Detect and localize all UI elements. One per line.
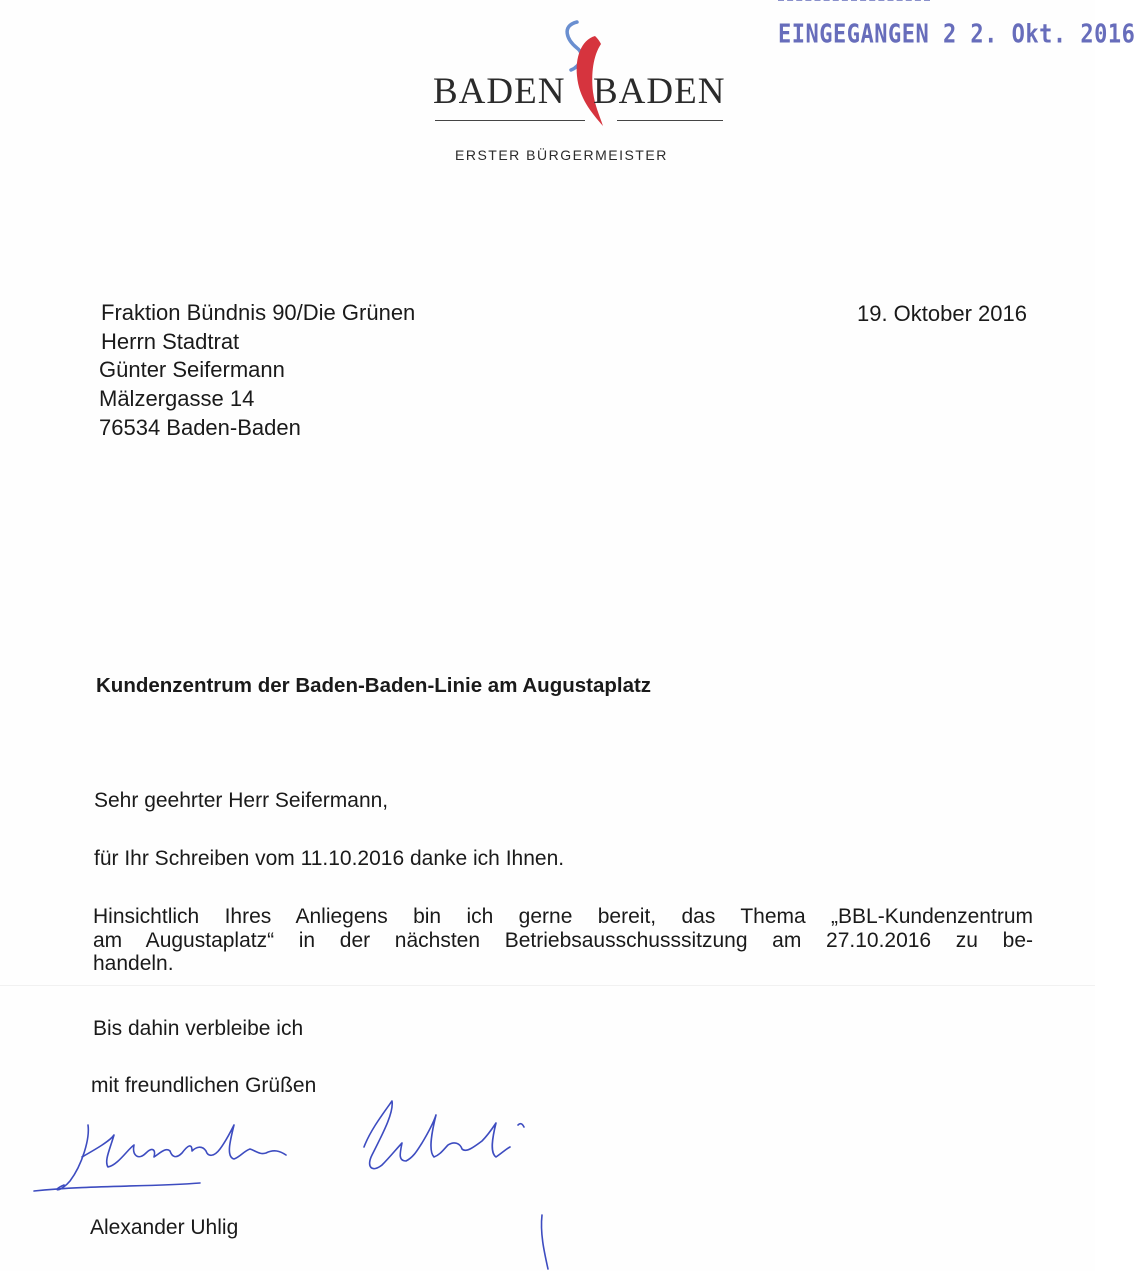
letter-subject: Kundenzentrum der Baden-Baden-Linie am Augustaplatz [96, 674, 652, 697]
thanks-line: für Ihr Schreiben vom 11.10.2016 danke ich Ihnen. [94, 847, 565, 870]
closing-line-1: Bis dahin verbleibe ich [93, 1017, 304, 1040]
address-line: 76534 Baden-Baden [99, 414, 301, 440]
address-line: Fraktion Bündnis 90/Die Grünen [101, 300, 416, 325]
logo-word-right: BADEN [593, 71, 726, 112]
letterhead-subtitle: ERSTER BÜRGERMEISTER [455, 147, 668, 163]
stamp-fragment-bar [778, 0, 930, 1]
address-line: Mälzergasse 14 [99, 386, 255, 412]
address-line: Herrn Stadtrat [101, 328, 240, 354]
signer-name: Alexander Uhlig [90, 1216, 239, 1239]
paragraph-line: am Augustaplatz“ in der nächsten Betriebsausschusssitzung am 27.10.2016 zu be- [93, 928, 1033, 952]
address-line: Günter Seifermann [99, 357, 285, 383]
logo-rule-left [435, 120, 585, 121]
stamp-top-fragment [778, 0, 938, 6]
body-paragraph [93, 905, 1033, 976]
logo-rule-right [617, 120, 723, 121]
handwritten-signature [30, 1095, 570, 1271]
scan-fold-line [0, 985, 1095, 986]
received-stamp: EINGEGANGEN 2 2. Okt. 2016 [778, 20, 1135, 50]
baden-baden-logo [425, 18, 735, 138]
letter-date: 19. Oktober 2016 [856, 301, 1027, 326]
logo-word-left: BADEN [433, 71, 566, 112]
salutation: Sehr geehrter Herr Seifermann, [94, 789, 389, 812]
paragraph-line: handeln. [93, 952, 174, 975]
closing-line-2: mit freundlichen Grüßen [91, 1074, 317, 1097]
recipient-address [101, 299, 415, 443]
paragraph-line: Hinsichtlich Ihres Anliegens bin ich gerne bereit, das Thema „BBL-Kundenzentrum [93, 905, 1033, 928]
